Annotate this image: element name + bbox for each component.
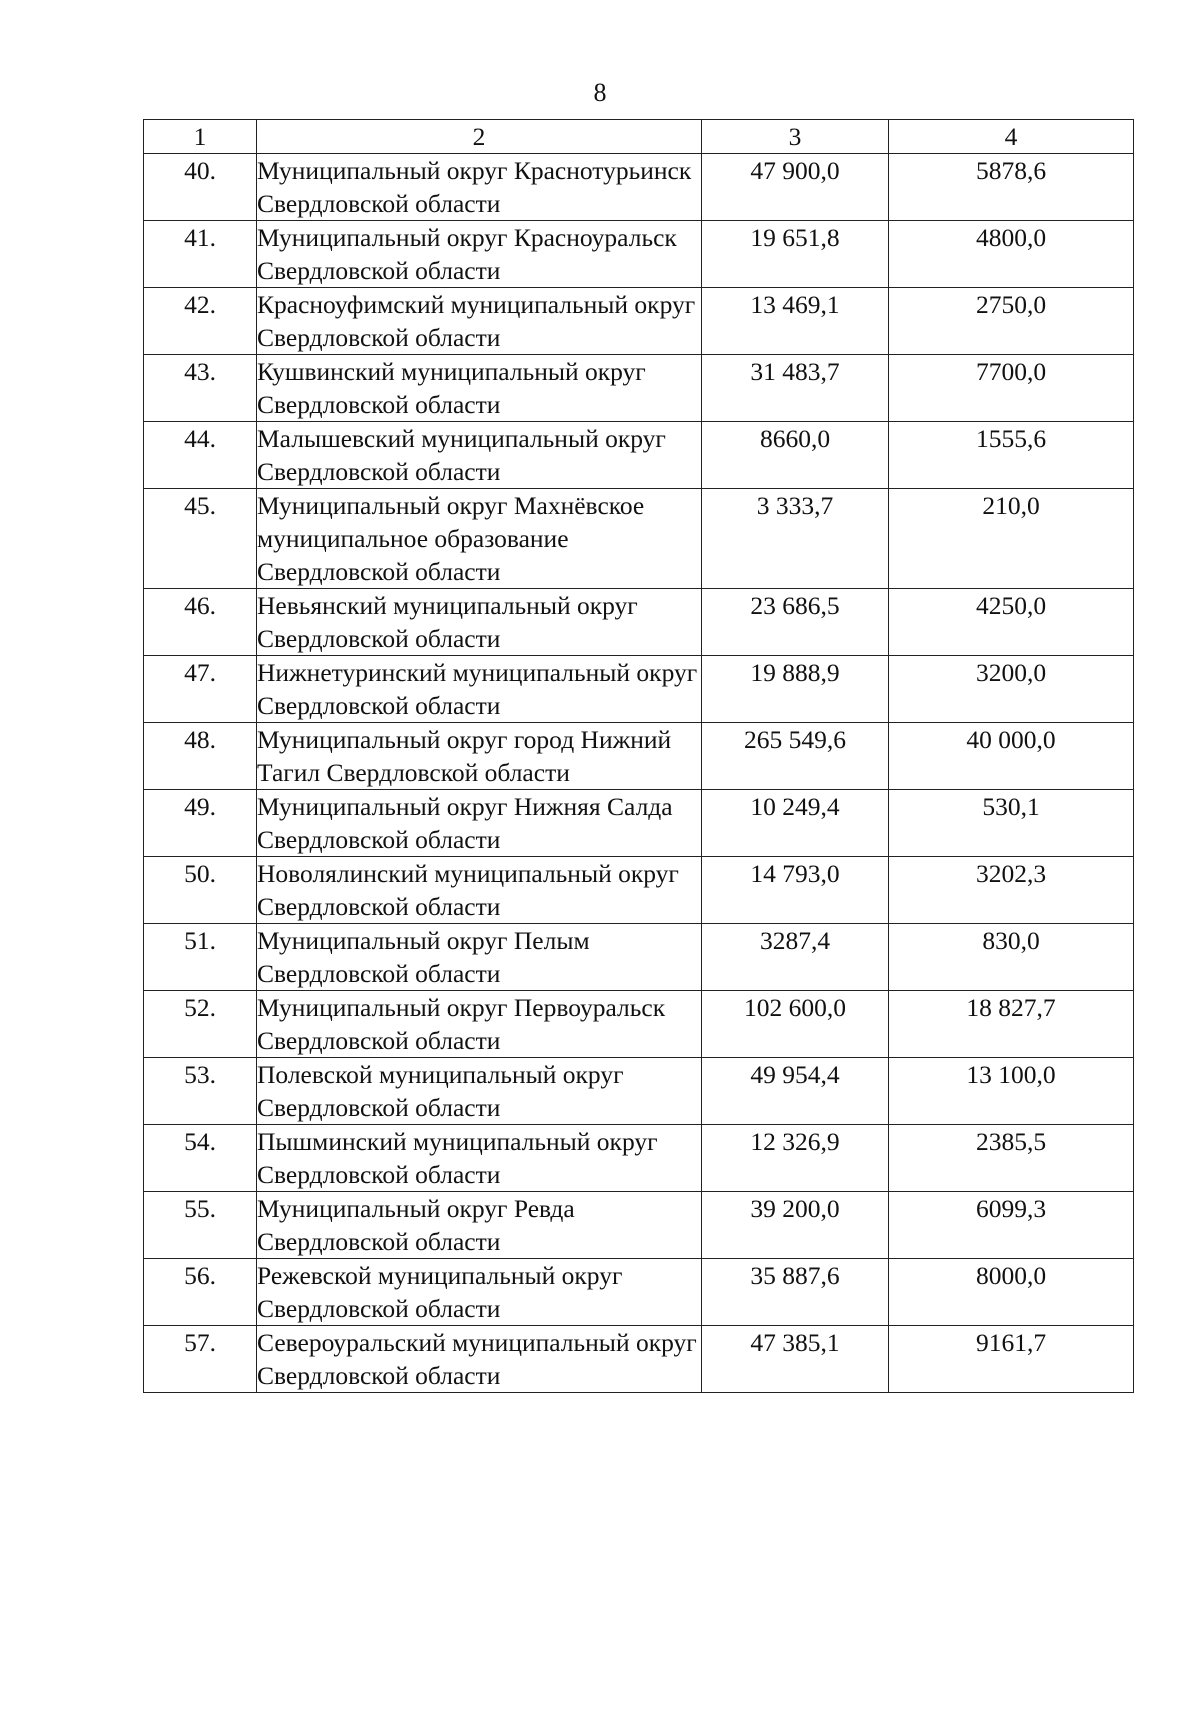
row-number: 54.: [144, 1125, 257, 1192]
table-row: [144, 1192, 1134, 1259]
row-number: 44.: [144, 422, 257, 489]
value-col-3: 265 549,6: [702, 723, 889, 790]
row-number: 42.: [144, 288, 257, 355]
value-col-4: 210,0: [889, 489, 1134, 589]
value-col-3: 10 249,4: [702, 790, 889, 857]
table-row: [144, 1058, 1134, 1125]
value-col-3: 19 888,9: [702, 656, 889, 723]
table-row: [144, 422, 1134, 489]
row-number: 53.: [144, 1058, 257, 1125]
value-col-3: 35 887,6: [702, 1259, 889, 1326]
header-row: [144, 120, 1134, 154]
municipality-name: Муниципальный округ Первоуральск Свердловской области: [257, 991, 702, 1058]
value-col-3: 47 385,1: [702, 1326, 889, 1393]
table-row: [144, 656, 1134, 723]
value-col-3: 8660,0: [702, 422, 889, 489]
value-col-3: 14 793,0: [702, 857, 889, 924]
value-col-3: 39 200,0: [702, 1192, 889, 1259]
table-row: [144, 589, 1134, 656]
table-row: [144, 1326, 1134, 1393]
value-col-4: 4800,0: [889, 221, 1134, 288]
value-col-4: 13 100,0: [889, 1058, 1134, 1125]
value-col-3: 19 651,8: [702, 221, 889, 288]
table-row: [144, 1259, 1134, 1326]
value-col-3: 47 900,0: [702, 154, 889, 221]
value-col-4: 530,1: [889, 790, 1134, 857]
row-number: 40.: [144, 154, 257, 221]
table-row: [144, 1125, 1134, 1192]
row-number: 55.: [144, 1192, 257, 1259]
municipality-name: Муниципальный округ Краснотурьинск Свердловской области: [257, 154, 702, 221]
row-number: 49.: [144, 790, 257, 857]
value-col-4: 40 000,0: [889, 723, 1134, 790]
value-col-4: 3202,3: [889, 857, 1134, 924]
value-col-4: 8000,0: [889, 1259, 1134, 1326]
value-col-4: 7700,0: [889, 355, 1134, 422]
header-col-4: 4: [889, 120, 1134, 154]
municipality-name: Муниципальный округ Нижняя Салда Свердловской области: [257, 790, 702, 857]
municipality-name: Режевской муниципальный округ Свердловской области: [257, 1259, 702, 1326]
header-col-3: 3: [702, 120, 889, 154]
municipality-name: Невьянский муниципальный округ Свердловской области: [257, 589, 702, 656]
value-col-3: 49 954,4: [702, 1058, 889, 1125]
row-number: 47.: [144, 656, 257, 723]
row-number: 57.: [144, 1326, 257, 1393]
municipality-name: Нижнетуринский муниципальный округ Свердловской области: [257, 656, 702, 723]
value-col-3: 31 483,7: [702, 355, 889, 422]
row-number: 43.: [144, 355, 257, 422]
value-col-4: 1555,6: [889, 422, 1134, 489]
table-row: [144, 489, 1134, 589]
municipality-name: Муниципальный округ Пелым Свердловской области: [257, 924, 702, 991]
table-row: [144, 924, 1134, 991]
value-col-4: 9161,7: [889, 1326, 1134, 1393]
table-row: [144, 355, 1134, 422]
municipality-name: Североуральский муниципальный округ Свердловской области: [257, 1326, 702, 1393]
row-number: 46.: [144, 589, 257, 656]
table-row: [144, 288, 1134, 355]
value-col-4: 2750,0: [889, 288, 1134, 355]
value-col-3: 23 686,5: [702, 589, 889, 656]
header-col-1: 1: [144, 120, 257, 154]
value-col-4: 4250,0: [889, 589, 1134, 656]
municipality-name: Пышминский муниципальный округ Свердловской области: [257, 1125, 702, 1192]
row-number: 52.: [144, 991, 257, 1058]
municipality-name: Красноуфимский муниципальный округ Свердловской области: [257, 288, 702, 355]
value-col-3: 12 326,9: [702, 1125, 889, 1192]
value-col-3: 102 600,0: [702, 991, 889, 1058]
row-number: 48.: [144, 723, 257, 790]
municipality-name: Муниципальный округ город Нижний Тагил Свердловской области: [257, 723, 702, 790]
municipality-name: Муниципальный округ Красноуральск Свердловской области: [257, 221, 702, 288]
municipality-name: Малышевский муниципальный округ Свердловской области: [257, 422, 702, 489]
value-col-4: 830,0: [889, 924, 1134, 991]
table-row: [144, 154, 1134, 221]
value-col-4: 18 827,7: [889, 991, 1134, 1058]
value-col-3: 3 333,7: [702, 489, 889, 589]
row-number: 41.: [144, 221, 257, 288]
row-number: 45.: [144, 489, 257, 589]
header-col-2: 2: [257, 120, 702, 154]
table-row: [144, 790, 1134, 857]
page-number: 8: [593, 78, 607, 107]
row-number: 50.: [144, 857, 257, 924]
municipality-name: Муниципальный округ Ревда Свердловской области: [257, 1192, 702, 1259]
row-number: 56.: [144, 1259, 257, 1326]
value-col-3: 3287,4: [702, 924, 889, 991]
table-row: [144, 723, 1134, 790]
table-row: [144, 221, 1134, 288]
value-col-4: 2385,5: [889, 1125, 1134, 1192]
table-row: [144, 857, 1134, 924]
row-number: 51.: [144, 924, 257, 991]
value-col-4: 6099,3: [889, 1192, 1134, 1259]
value-col-3: 13 469,1: [702, 288, 889, 355]
municipality-name: Кушвинский муниципальный округ Свердловской области: [257, 355, 702, 422]
municipality-name: Новолялинский муниципальный округ Свердловской области: [257, 857, 702, 924]
municipality-name: Полевской муниципальный округ Свердловской области: [257, 1058, 702, 1125]
value-col-4: 5878,6: [889, 154, 1134, 221]
municipality-name: Муниципальный округ Махнёвское муниципальное образование Свердловской области: [257, 489, 702, 589]
value-col-4: 3200,0: [889, 656, 1134, 723]
table-row: [144, 991, 1134, 1058]
data-table: [143, 119, 1134, 1393]
